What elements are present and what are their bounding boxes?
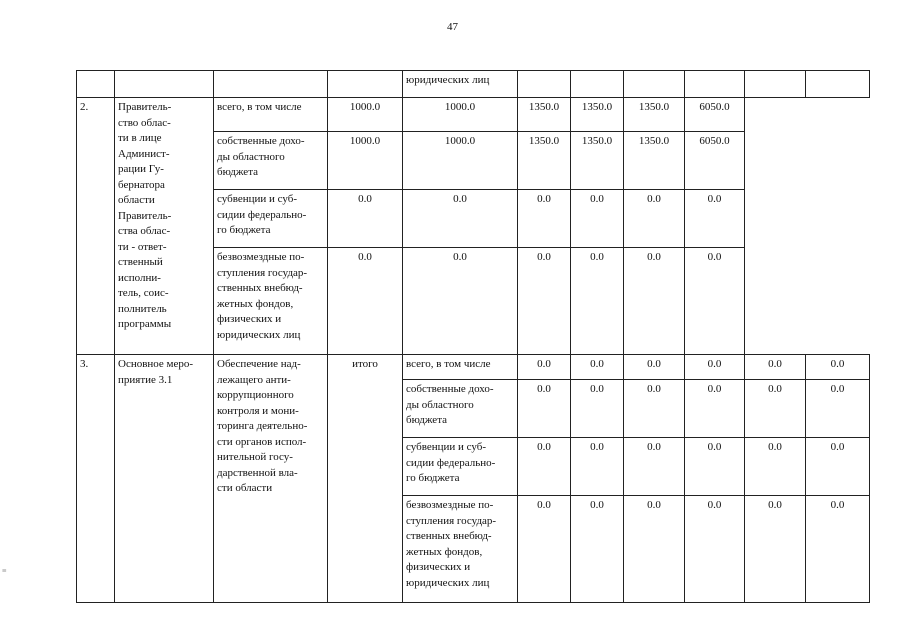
funding-value: 0.0: [624, 496, 685, 603]
funding-value: 0.0: [571, 355, 624, 380]
funding-value: 0.0: [806, 355, 870, 380]
funding-value: 0.0: [518, 190, 571, 248]
funding-value: 0.0: [685, 355, 745, 380]
cell-name: [115, 71, 214, 98]
funding-value: 0.0: [685, 190, 745, 248]
funding-value: 0.0: [571, 380, 624, 438]
cell-value: [806, 71, 870, 98]
funding-value: 0.0: [806, 496, 870, 603]
table-row: [77, 98, 870, 132]
executor: итого: [328, 355, 403, 603]
cell-value: [571, 71, 624, 98]
funding-value: 0.0: [685, 496, 745, 603]
cell-num: [77, 71, 115, 98]
funding-value: 0.0: [624, 438, 685, 496]
row-number: 2.: [77, 98, 115, 355]
funding-value: 0.0: [745, 380, 806, 438]
funding-value: 0.0: [403, 190, 518, 248]
funding-value: 0.0: [518, 496, 571, 603]
funding-value: 1350.0: [624, 98, 685, 132]
funding-value: 1000.0: [403, 98, 518, 132]
cell-value: [685, 71, 745, 98]
table-row: [77, 355, 870, 380]
cell-source: юридических лиц: [403, 71, 518, 98]
funding-value: 1350.0: [518, 132, 571, 190]
funding-value: 0.0: [685, 248, 745, 355]
funding-value: 0.0: [403, 248, 518, 355]
funding-value: 0.0: [745, 438, 806, 496]
cell-value: [745, 71, 806, 98]
funding-source: субвенции и суб- сидии федерально- го бюджета: [403, 438, 518, 496]
funding-value: 0.0: [745, 355, 806, 380]
funding-value: 1000.0: [328, 98, 403, 132]
funding-value: 0.0: [685, 380, 745, 438]
cell-executor: [328, 71, 403, 98]
funding-value: 0.0: [518, 380, 571, 438]
cell-value: [518, 71, 571, 98]
funding-value: 0.0: [685, 438, 745, 496]
funding-source: безвозмездные по- ступления государ- ственных внебюд- жетных фондов, физических и юридических лиц: [403, 496, 518, 603]
funding-value: 0.0: [624, 355, 685, 380]
funding-value: 0.0: [518, 438, 571, 496]
funding-value: 1350.0: [624, 132, 685, 190]
funding-value: 0.0: [745, 496, 806, 603]
funding-value: 6050.0: [685, 98, 745, 132]
measure-description: Обеспечение над- лежащего анти- коррупционного контроля и мони- торинга деятельно- сти органов испол- нительной госу- дарственной вла- сти области: [214, 355, 328, 603]
funding-value: 1000.0: [403, 132, 518, 190]
funding-value: 0.0: [571, 496, 624, 603]
funding-source: всего, в том числе: [214, 98, 328, 132]
funding-value: 0.0: [328, 190, 403, 248]
funding-source: собственные дохо- ды областного бюджета: [214, 132, 328, 190]
executor: Правитель- ство облас- ти в лице Админист- рации Гу- бернатора области Правитель- ства облас- ти - ответ- ственный исполни- тель, соис- полнитель программы: [115, 98, 214, 355]
funding-value: 1350.0: [518, 98, 571, 132]
funding-value: 0.0: [328, 248, 403, 355]
funding-source: всего, в том числе: [403, 355, 518, 380]
funding-value: 0.0: [571, 438, 624, 496]
funding-value: 0.0: [571, 248, 624, 355]
row-number: 3.: [77, 355, 115, 603]
cell-value: [624, 71, 685, 98]
funding-value: 1000.0: [328, 132, 403, 190]
funding-value: 0.0: [806, 380, 870, 438]
funding-value: 0.0: [806, 438, 870, 496]
edge-mark: ≡: [2, 566, 7, 575]
continuation-row: [77, 71, 870, 98]
page-number: 47: [447, 21, 458, 33]
funding-value: 0.0: [571, 190, 624, 248]
funding-value: 0.0: [518, 248, 571, 355]
funding-source: собственные дохо- ды областного бюджета: [403, 380, 518, 438]
funding-value: 1350.0: [571, 132, 624, 190]
funding-value: 0.0: [518, 355, 571, 380]
funding-value: 6050.0: [685, 132, 745, 190]
budget-table: [76, 70, 870, 603]
cell-description: [214, 71, 328, 98]
funding-value: 0.0: [624, 380, 685, 438]
funding-value: 0.0: [624, 248, 685, 355]
funding-source: безвозмездные по- ступления государ- ственных внебюд- жетных фондов, физических и юридических лиц: [214, 248, 328, 355]
measure-name: Основное меро- приятие 3.1: [115, 355, 214, 603]
funding-value: 1350.0: [571, 98, 624, 132]
funding-value: 0.0: [624, 190, 685, 248]
funding-source: субвенции и суб- сидии федерально- го бюджета: [214, 190, 328, 248]
